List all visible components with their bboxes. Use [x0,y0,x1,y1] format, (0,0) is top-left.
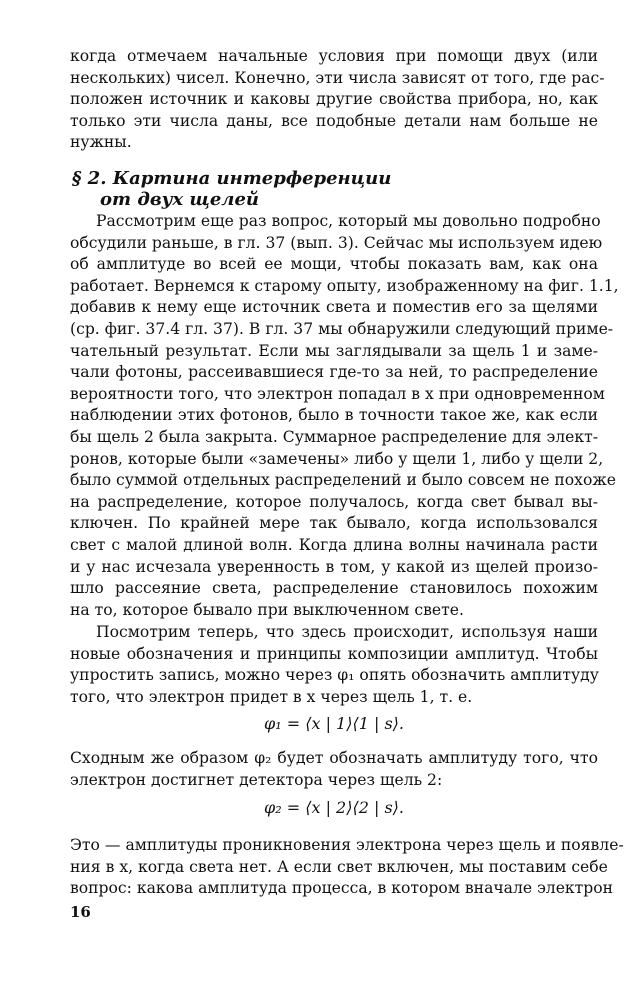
text-line: (ср. фиг. 37.4 гл. 37). В гл. 37 мы обнаружили следующий приме- [70,319,614,338]
text-line: ключен. По крайней мере так бывало, когда использовался [70,514,598,533]
text-line: нескольких) чисел. Конечно, эти числа зависят от того, где рас- [70,68,605,87]
paragraph-4 [70,835,624,900]
text-line: Рассмотрим еще раз вопрос, который мы довольно подробно [96,212,601,230]
text-line: шло рассеяние света, распределение становилось похожим [70,579,598,598]
text-line: обсудили раньше, в гл. 37 (вып. 3). Сейчас мы используем идею [70,233,603,252]
text-line: чательный результат. Если мы заглядывали за щель 1 и заме- [70,341,598,360]
text-line: бы щель 2 была закрыта. Суммарное распределение для элект- [70,427,598,446]
text-line: вопрос: какова амплитуда процесса, в котором вначале электрон [70,879,614,898]
paragraph-1 [70,211,619,621]
text-line: ронов, которые были «замечены» либо у щели 1, либо у щели 2, [70,449,604,468]
section-heading-line-1: § 2. Картина интерференции [72,168,392,189]
text-line: Это — амплитуды проникновения электрона через щель и появле- [70,836,624,854]
paragraph-2 [70,622,598,708]
text-line: вероятности того, что электрон попадал в x при одновременном [70,384,605,403]
text-line: упростить запись, можно через φ₁ опять обозначить амплитуду [70,666,599,685]
text-line: когда отмечаем начальные условия при помощи двух (или [70,47,598,65]
text-line: добавив к нему еще источник света и поместив его за щелями [70,298,598,317]
page-number: 16 [70,903,91,921]
text-line: нужны. [70,133,132,152]
text-line: только эти числа даны, все подобные детали нам больше не [70,111,598,130]
section-heading-line-2: от двух щелей [100,189,260,210]
text-line: положен источник и каковы другие свойства прибора, но, как [70,90,598,109]
text-line: было суммой отдельных распределений и было совсем не похоже [70,471,616,490]
text-line: чали фотоны, рассеивавшиеся где-то за ней, то распределение [70,363,598,382]
text-line: электрон достигнет детектора через щель 2: [70,770,443,789]
text-line: и у нас исчезала уверенность в том, у какой из щелей произо- [70,557,598,576]
text-line: работает. Вернемся к старому опыту, изображенному на фиг. 1.1, [70,276,619,295]
text-line: Посмотрим теперь, что здесь происходит, используя наши [96,623,598,641]
paragraph-3 [70,748,598,791]
text-line: наблюдении этих фотонов, было в точности такое же, как если [70,406,598,425]
text-line: новые обозначения и принципы композиции амплитуд. Чтобы [70,644,598,663]
text-line: на то, которое бывало при выключенном свете. [70,600,464,619]
text-line: об амплитуде во всей ее мощи, чтобы показать вам, как она [70,255,598,274]
formula-1-block [70,712,598,736]
text-line: Сходным же образом φ₂ будет обозначать амплитуду того, что [70,749,598,767]
text-line: на распределение, которое получалось, когда свет бывал вы- [70,492,598,511]
text-line: ния в x, когда света нет. А если свет включен, мы поставим себе [70,857,608,876]
section-heading [72,168,472,210]
text-line: того, что электрон придет в x через щель 1, т. е. [70,687,473,706]
text-line: свет с малой длиной волн. Когда длина волны начинала расти [70,535,598,554]
formula-1: φ₁ = ⟨x | 1⟩⟨1 | s⟩. [264,714,404,733]
formula-2-block [70,796,598,820]
top-paragraph [70,46,605,154]
formula-2: φ₂ = ⟨x | 2⟩⟨2 | s⟩. [264,798,404,817]
